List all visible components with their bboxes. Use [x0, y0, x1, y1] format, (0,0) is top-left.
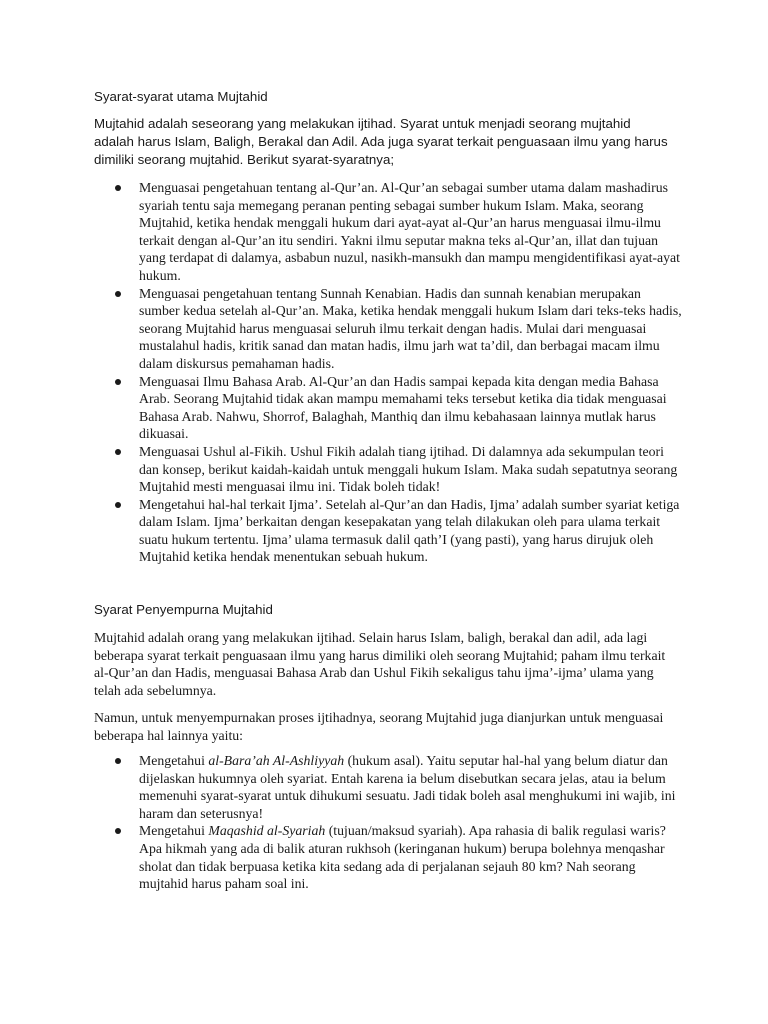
list-item-text: Menguasai Ilmu Bahasa Arab. Al-Qur’an dan Hadis sampai kepada kita dengan media Bahasa Arab. Seorang Mujtahid tidak akan mampu memahami teks tersebut ketika dia tidak menguasai Bahasa Arab. Nahwu, Shorrof, Balaghah, Manthiq dan ilmu kebahasaan lainnya mutlak harus dikuasai. [139, 373, 667, 442]
list-item-term: al-Bara’ah Al-Ashliyyah [208, 753, 345, 768]
section-heading-complementary-requirements: Syarat Penyempurna Mujtahid [94, 602, 273, 617]
list-item-text-post: (tujuan/maksud syariah). Apa rahasia di balik regulasi waris? Apa hikmah yang ada di balik aturan rukhsoh (keringanan hukum) berupa bolehnya menqashar sholat dan tidak berpuasa ketika kita sedang ada di perjalanan sejauh 80 km? Nah seorang mujtahid harus paham soal ini. [139, 823, 666, 892]
bullet-icon [115, 502, 121, 508]
bullet-icon [115, 758, 121, 764]
list-item-text: Menguasai pengetahuan tentang Sunnah Kenabian. Hadis dan sunnah kenabian merupakan sumber kedua setelah al-Qur’an. Maka, ketika hendak menggali hukum Islam dari teks-teks hadis, seorang Mujtahid harus menguasai seluruh ilmu terkait dengan hadis. Mulai dari menguasai mustalahul hadis, kritik sanad dan matan hadis, ilmu jarh wat ta’dil, dan berbagai macam ilmu dalam diskursus pemahaman hadis. [139, 285, 682, 371]
bullet-icon [115, 828, 121, 834]
list-item [94, 752, 684, 822]
list-item-text: Mengetahui hal-hal terkait Ijma’. Setelah al-Qur’an dan Hadis, Ijma’ adalah sumber syariat ketiga dalam Islam. Ijma’ berkaitan dengan kesepakatan yang telah dilakukan oleh para ulama terkait suatu hukum tertentu. Ijma’ ulama termasuk dalil qath’I (yang pasti), yang harus dirujuk oleh Mujtahid ketika hendak menentukan sebuah hukum. [139, 496, 680, 565]
body-paragraph: Mujtahid adalah orang yang melakukan ijtihad. Selain harus Islam, baligh, berakal dan adil, ada lagi beberapa syarat terkait penguasaan ilmu yang harus dimiliki oleh seorang Mujtahid; paham ilmu terkait al-Qur’an dan Hadis, menguasai Bahasa Arab dan Ushul Fikih sekaligus tahu ijma’-ijma’ ulama yang telah ada sebelumnya. [94, 630, 666, 698]
bullet-icon [115, 291, 121, 297]
list-item [94, 179, 684, 285]
list-item [94, 443, 684, 496]
list-item [94, 496, 684, 566]
list-item-text: Menguasai pengetahuan tentang al-Qur’an. Al-Qur’an sebagai sumber utama dalam mashadirus syariah tentu saja memegang peranan penting sebagai sumber hukum Islam. Maka, seorang Mujtahid, ketika hendak menggali hukum dari ayat-ayat al-Qur’an harus menguasai ilmu-ilmu terkait dengan al-Qur’an itu sendiri. Yakni ilmu seputar makna teks al-Qur’an, illat dan tujuan yang terdapat di dalamya, asbabun nuzul, nasikh-mansukh dan mampu mengidentifikasi ayat-ayat hukum. [139, 180, 680, 283]
list-item [94, 285, 684, 373]
main-requirements-list [94, 179, 684, 566]
list-item-text-pre: Mengetahui [139, 753, 209, 768]
list-item-text: Menguasai Ushul al-Fikih. Ushul Fikih adalah tiang ijtihad. Di dalamnya ada sekumpulan teori dan konsep, berikut kaidah-kaidah untuk menggali hukum Islam. Maka sudah sepatutnya seorang Mujtahid mesti menguasai ilmu ini. Tidak boleh tidak! [139, 443, 678, 495]
bullet-icon [115, 379, 121, 385]
intro-paragraph: Mujtahid adalah seseorang yang melakukan ijtihad. Syarat untuk menjadi seorang mujtahid adalah harus Islam, Baligh, Berakal dan Adil. Ada juga syarat terkait penguasaan ilmu yang harus dimiliki seorang mujtahid. Berikut syarat-syaratnya; [94, 116, 668, 167]
list-item [94, 373, 684, 443]
bullet-icon [115, 185, 121, 191]
list-item-text-pre: Mengetahui [139, 823, 209, 839]
list-item [94, 822, 684, 892]
bullet-icon [115, 449, 121, 455]
list-item-term: Maqashid al-Syariah [208, 823, 326, 839]
body-paragraph: Namun, untuk menyempurnakan proses ijtihadnya, seorang Mujtahid juga dianjurkan untuk menguasai beberapa hal lainnya yaitu: [94, 710, 664, 743]
complementary-requirements-list [94, 752, 684, 893]
section-heading-main-requirements: Syarat-syarat utama Mujtahid [94, 89, 268, 104]
list-item-text-post: (hukum asal). Yaitu seputar hal-hal yang belum diatur dan dijelaskan hukumnya oleh syariat. Entah karena ia belum disebutkan secara jelas, atau ia belum memenuhi syarat-syarat untuk dihukumi sesuatu. Jadi tidak boleh asal menghukumi ini wajib, ini haram dan seterusnya! [139, 753, 676, 821]
